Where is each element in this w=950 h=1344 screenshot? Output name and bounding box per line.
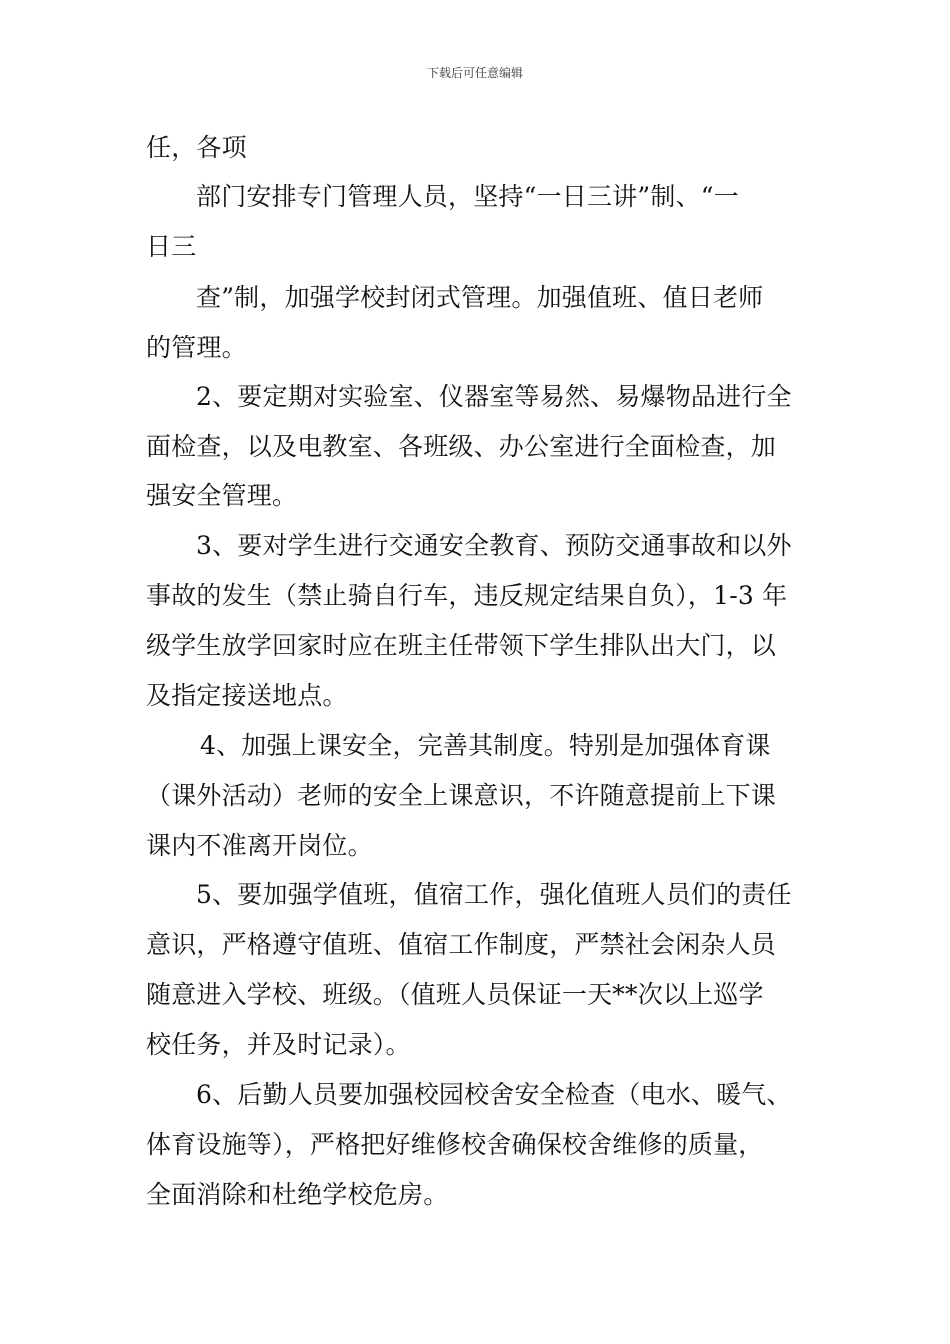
page-header: 下载后可任意编辑 [426,66,523,80]
text-line: 级学生放学回家时应在班主任带领下学生排队出大门，以 [146,631,777,660]
text-line: 的管理。 [146,333,247,362]
text-line: （课外活动）老师的安全上课意识，不许随意提前上下课 [146,781,777,810]
text-line: 课内不准离开岗位。 [146,831,373,860]
text-line: 面检查，以及电教室、各班级、办公室进行全面检查，加 [146,432,777,461]
text-line: 体育设施等），严格把好维修校舍确保校舍维修的质量， [146,1130,764,1159]
paragraph-line: 查”制，加强学校封闭式管理。加强值班、值日老师 [196,283,764,312]
text-line: 校任务，并及时记录）。 [146,1030,411,1059]
text-line: 事故的发生（禁止骑自行车，违反规定结果自负），1-3 年 [146,581,788,610]
text-line: 全面消除和杜绝学校危房。 [146,1180,449,1209]
text-line: 强安全管理。 [146,481,298,510]
paragraph-line: 4、加强上课安全，完善其制度。特别是加强体育课 [200,731,771,760]
paragraph-line: 5、要加强学值班，值宿工作，强化值班人员们的责任 [196,880,792,909]
paragraph-line: 部门安排专门管理人员，坚持“一日三讲”制、“一 [196,182,739,211]
text-line: 意识，严格遵守值班、值宿工作制度，严禁社会闲杂人员 [146,930,777,959]
text-line: 任，各项 [146,133,247,162]
paragraph-line: 6、后勤人员要加强校园校舍安全检查（电水、暖气、 [196,1080,792,1109]
paragraph-line: 3、要对学生进行交通安全教育、预防交通事故和以外 [196,531,792,560]
text-line: 日三 [146,232,197,261]
text-line: 及指定接送地点。 [146,681,348,710]
text-line: 随意进入学校、班级。（值班人员保证一天**次以上巡学 [146,980,764,1009]
paragraph-line: 2、要定期对实验室、仪器室等易然、易爆物品进行全 [196,382,792,411]
